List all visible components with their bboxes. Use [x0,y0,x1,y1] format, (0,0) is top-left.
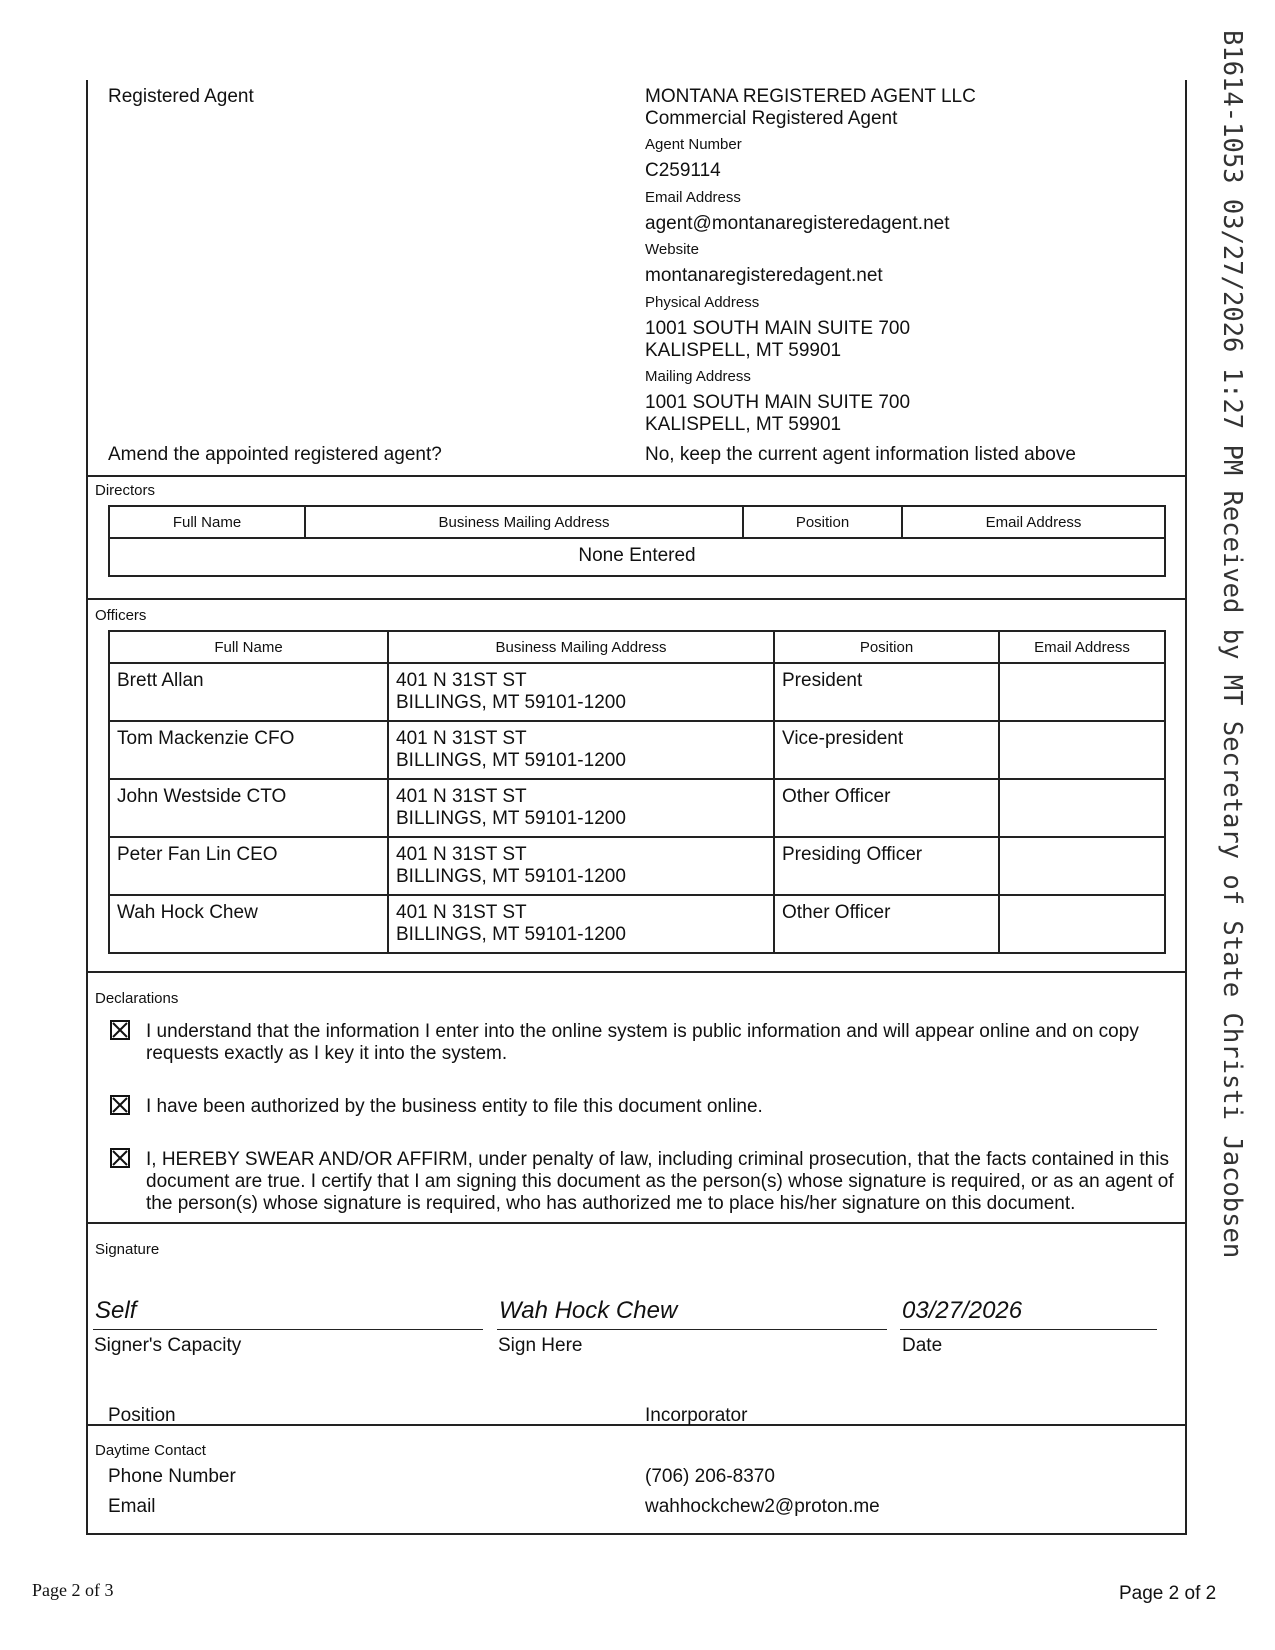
registered-agent-label: Registered Agent [108,86,254,107]
officer-email [999,721,1165,779]
officer-row [109,663,1165,721]
officer-name: John Westside CTO [109,779,388,837]
officer-address-line1: 401 N 31ST ST [396,902,527,923]
officer-address-line1: 401 N 31ST ST [396,844,527,865]
officer-address-line1: 401 N 31ST ST [396,786,527,807]
declaration-text-affirm: I, HEREBY SWEAR AND/OR AFFIRM, under penalty of law, including criminal prosecution, that the facts contained in this document are true. I certify that I am signing this document as the person(s) whose signature is required, or as an agent of the person(s) whose signature is required, who has authorized me to place his/her signature on this document. [146,1149,1174,1214]
officers-header-email: Email Address [999,631,1165,663]
physical-address-line1: 1001 SOUTH MAIN SUITE 700 [645,318,911,339]
directors-section-label: Directors [95,482,156,499]
agent-email-label: Email Address [645,189,741,206]
signature-date-label: Date [902,1335,943,1356]
officer-address [388,663,774,721]
signature-date-value[interactable]: 03/27/2026 [902,1297,1023,1324]
officer-address [388,895,774,953]
officer-address-line2: BILLINGS, MT 59101-1200 [396,808,626,829]
officer-position: Vice-president [774,721,999,779]
divider-daytime-contact [86,1424,1187,1426]
declarations-section-label: Declarations [95,990,179,1007]
checkbox-x-icon [112,1022,128,1038]
directors-table [108,505,1166,577]
signer-capacity-value[interactable]: Self [95,1297,137,1324]
officer-name: Peter Fan Lin CEO [109,837,388,895]
signer-capacity-label: Signer's Capacity [94,1335,242,1356]
officer-address-line2: BILLINGS, MT 59101-1200 [396,866,626,887]
declaration-text-authorized: I have been authorized by the business entity to file this document online. [146,1096,763,1117]
mailing-address-label: Mailing Address [645,368,751,385]
agent-number-label: Agent Number [645,136,742,153]
signer-capacity-line [93,1329,483,1330]
contact-email-value: wahhockchew2@proton.me [645,1496,880,1517]
physical-address-label: Physical Address [645,294,760,311]
position-value: Incorporator [645,1405,748,1426]
directors-header-row [109,506,1165,538]
phone-number-value: (706) 206-8370 [645,1466,775,1487]
received-stamp: B1614-1053 03/27/2026 1:27 PM Received by MT Secretary of State Christi Jacobsen [1217,30,1247,1259]
agent-website-label: Website [645,241,699,258]
officer-name: Brett Allan [109,663,388,721]
contact-email-label: Email [108,1496,156,1517]
directors-header-address: Business Mailing Address [305,506,743,538]
checkbox-x-icon [112,1150,128,1166]
officer-email [999,837,1165,895]
physical-address-line2: KALISPELL, MT 59901 [645,340,842,361]
mailing-address-line1: 1001 SOUTH MAIN SUITE 700 [645,392,911,413]
officer-name: Wah Hock Chew [109,895,388,953]
signature-line [497,1329,887,1330]
divider-officers [86,598,1187,600]
agent-website: montanaregisteredagent.net [645,265,883,286]
amend-agent-question: Amend the appointed registered agent? [108,444,442,465]
agent-name: MONTANA REGISTERED AGENT LLC [645,86,976,107]
officer-position: Other Officer [774,895,999,953]
directors-header-email: Email Address [902,506,1165,538]
divider-directors [86,475,1187,477]
officer-email [999,779,1165,837]
officers-header-row [109,631,1165,663]
phone-number-label: Phone Number [108,1466,236,1487]
officer-name: Tom Mackenzie CFO [109,721,388,779]
officer-address-line2: BILLINGS, MT 59101-1200 [396,692,626,713]
officer-row [109,895,1165,953]
directors-header-position: Position [743,506,902,538]
amend-agent-answer: No, keep the current agent information listed above [645,444,1076,465]
divider-signature [86,1222,1187,1224]
footer-page-number-left: Page 2 of 3 [32,1580,114,1600]
declaration-text-public-info: I understand that the information I enter into the online system is public information and will appear online and on copy requests exactly as I key it into the system. [146,1021,1139,1064]
declaration-checkbox-affirm[interactable] [110,1148,130,1168]
declaration-checkbox-public-info[interactable] [110,1020,130,1040]
signature-date-line [900,1329,1157,1330]
agent-email: agent@montanaregisteredagent.net [645,213,950,234]
officers-header-position: Position [774,631,999,663]
officers-table [108,630,1166,954]
agent-number: C259114 [645,160,721,181]
footer-page-number-right: Page 2 of 2 [1119,1583,1217,1604]
officers-header-address: Business Mailing Address [388,631,774,663]
agent-type: Commercial Registered Agent [645,108,898,129]
daytime-contact-section-label: Daytime Contact [95,1442,206,1459]
directors-header-full-name: Full Name [109,506,305,538]
mailing-address-line2: KALISPELL, MT 59901 [645,414,842,435]
position-label: Position [108,1405,176,1426]
sign-here-label: Sign Here [498,1335,583,1356]
officer-position: Presiding Officer [774,837,999,895]
directors-none-entered: None Entered [109,538,1165,576]
officer-address [388,721,774,779]
signature-section-label: Signature [95,1241,160,1258]
officer-address-line2: BILLINGS, MT 59101-1200 [396,750,626,771]
officer-email [999,895,1165,953]
directors-empty-row [109,538,1165,576]
checkbox-x-icon [112,1097,128,1113]
officer-row [109,779,1165,837]
signature-value[interactable]: Wah Hock Chew [499,1297,678,1324]
officer-address-line2: BILLINGS, MT 59101-1200 [396,924,626,945]
divider-declarations [86,971,1187,973]
officer-address-line1: 401 N 31ST ST [396,728,527,749]
declaration-checkbox-authorized[interactable] [110,1095,130,1115]
officer-position: Other Officer [774,779,999,837]
officer-address-line1: 401 N 31ST ST [396,670,527,691]
officer-row [109,837,1165,895]
officer-address [388,837,774,895]
officer-row [109,721,1165,779]
officer-address [388,779,774,837]
officer-position: President [774,663,999,721]
officers-header-full-name: Full Name [109,631,388,663]
officers-section-label: Officers [95,607,147,624]
officer-email [999,663,1165,721]
